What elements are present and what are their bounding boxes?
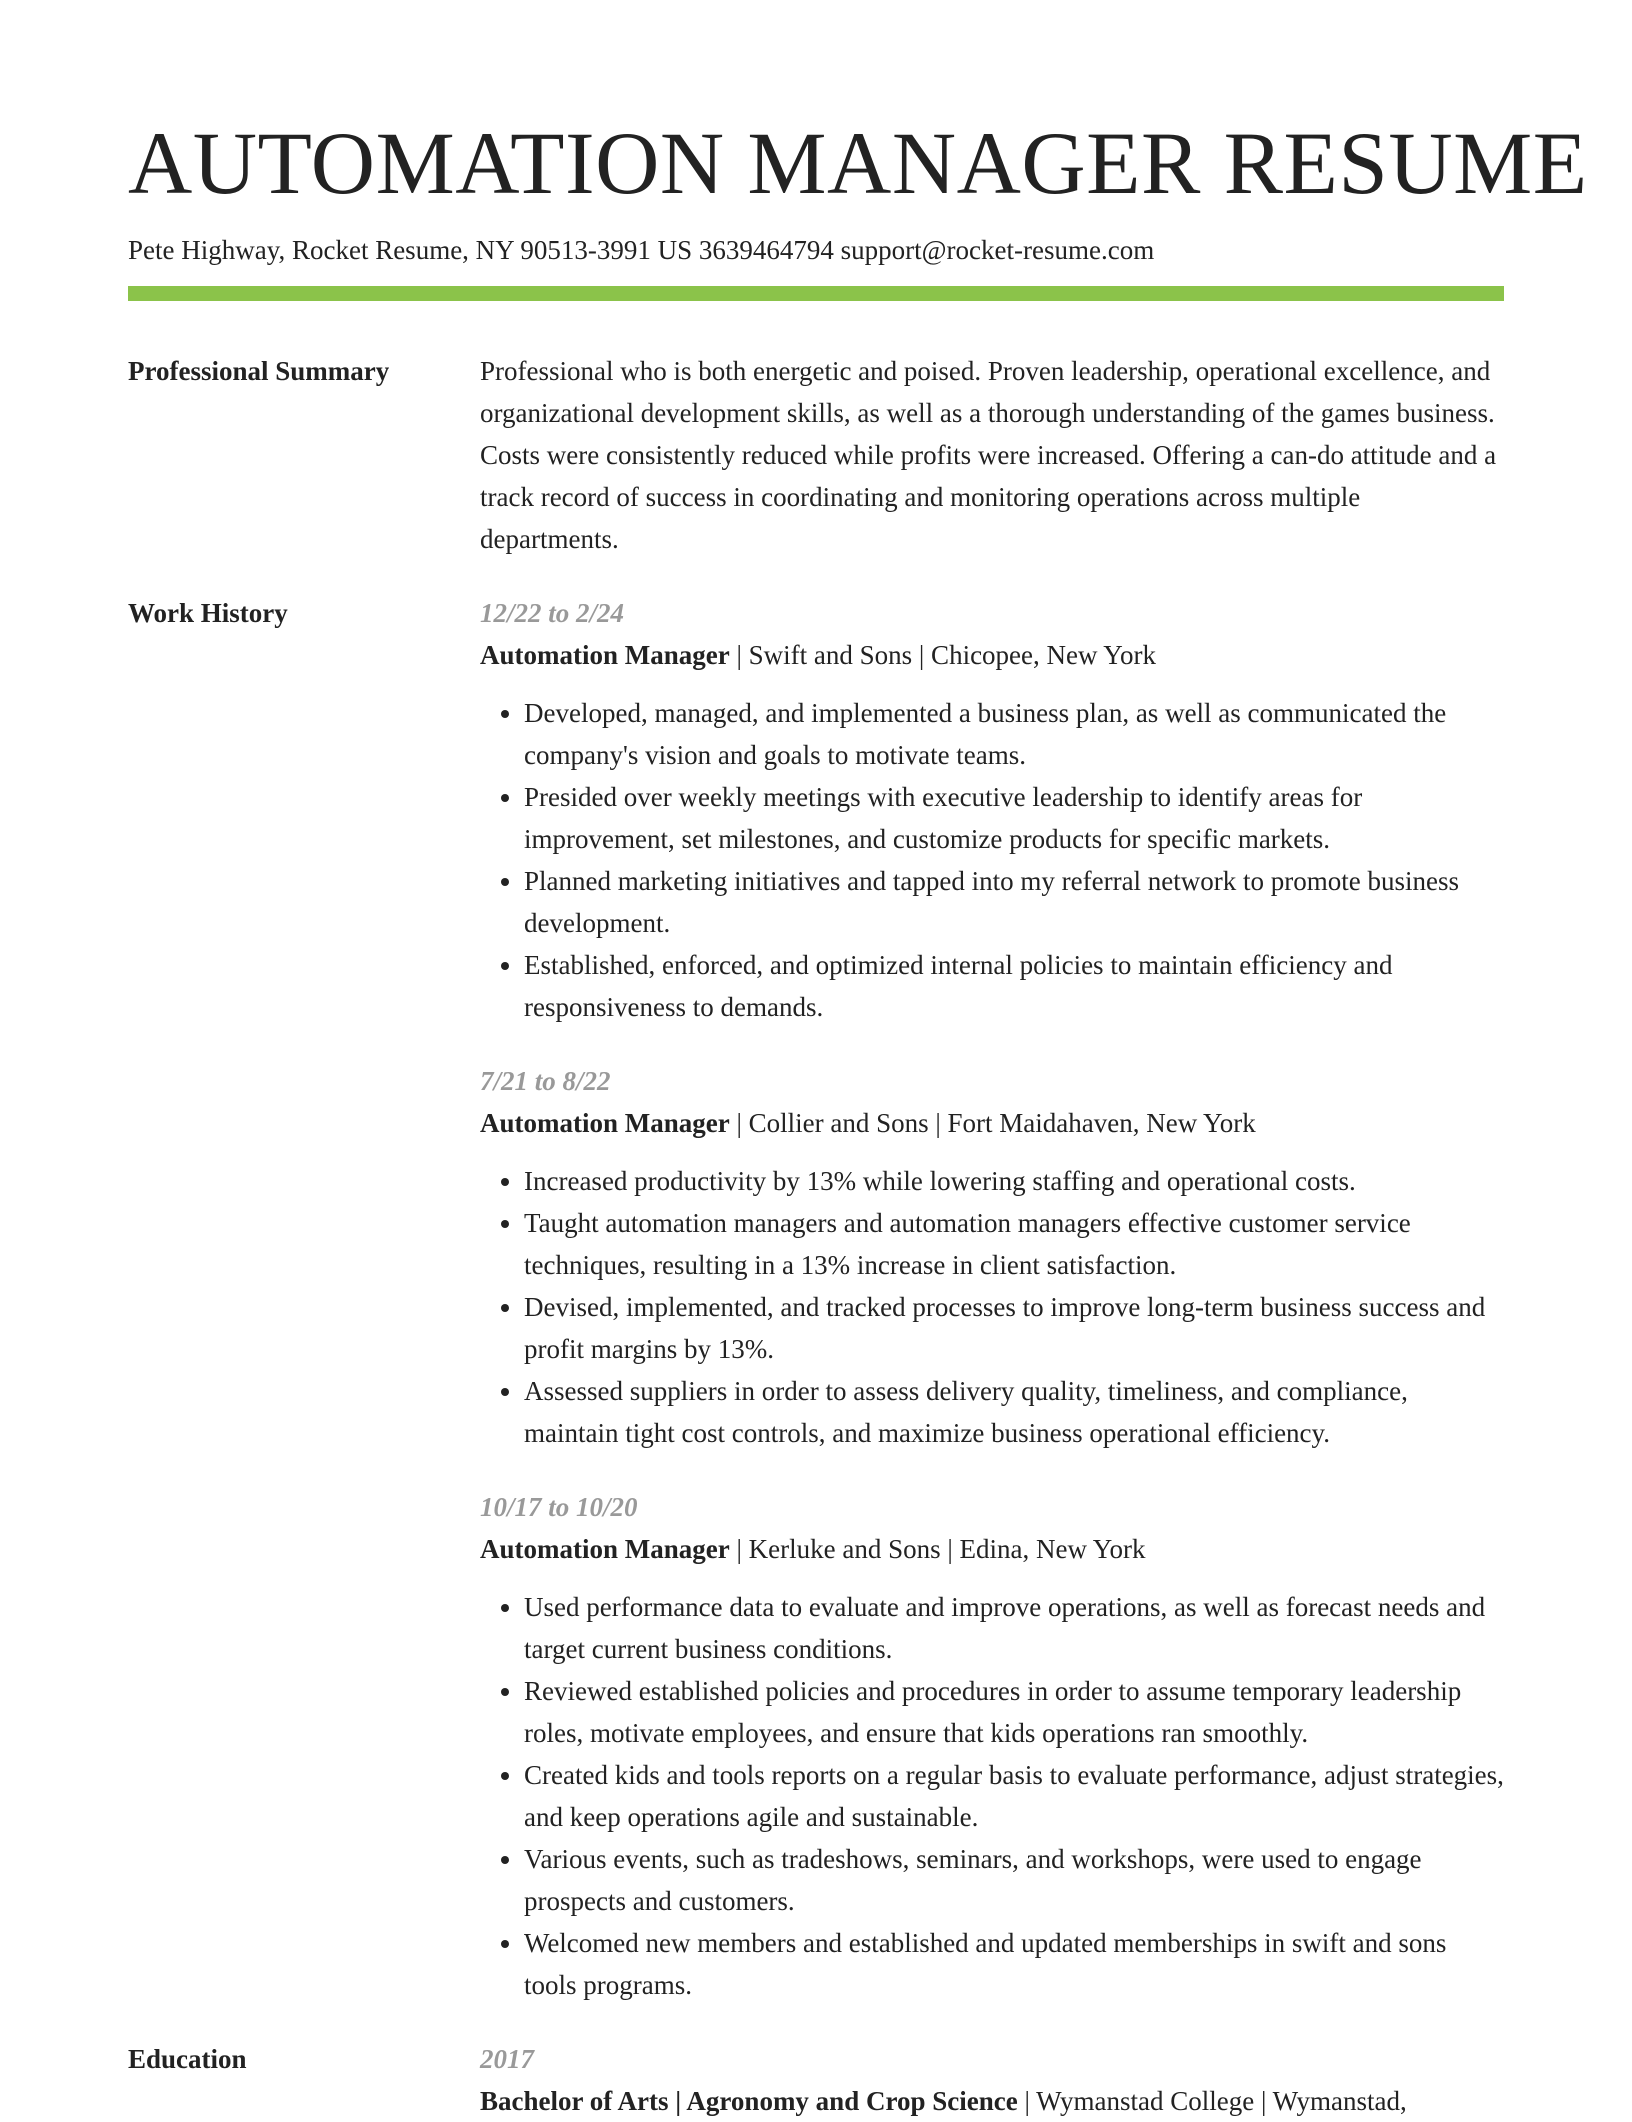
education-details: | Wymanstad College | Wymanstad,: [1017, 2086, 1407, 2116]
job-entry: [480, 592, 1504, 1028]
resume-title: AUTOMATION MANAGER RESUME: [128, 115, 1588, 213]
job-bullet: • Presided over weekly meetings with executive leadership to identify areas for improvement, set milestones, and customize products for specific markets.: [524, 776, 1504, 860]
job-title: Automation Manager: [480, 1534, 730, 1564]
work-history-body: [480, 592, 1504, 2038]
summary-label: Professional Summary: [128, 356, 390, 386]
education-heading: [480, 2080, 1504, 2122]
education-degree: Bachelor of Arts | Agronomy and Crop Science: [480, 2086, 1018, 2116]
header-divider: [128, 286, 1504, 301]
job-dates: 10/17 to 10/20: [480, 1492, 638, 1522]
job-entry: [480, 1486, 1504, 2006]
summary-text: Professional who is both energetic and poised. Proven leadership, operational excellence, and organizational development skills, as well as a thorough understanding of the games business. Costs were consistently reduced while profits were increased. Offering a can-do attitude and a track record of success in coordinating and monitoring operations across multiple departments.: [480, 356, 1497, 554]
job-bullets: [480, 1586, 1504, 2006]
job-bullet: • Welcomed new members and established and updated memberships in swift and sons tools programs.: [524, 1922, 1504, 2006]
education-body: [480, 2038, 1504, 2122]
job-details: | Swift and Sons | Chicopee, New York: [729, 640, 1157, 670]
job-bullet: • Established, enforced, and optimized internal policies to maintain efficiency and responsiveness to demands.: [524, 944, 1504, 1028]
job-heading: [480, 1528, 1504, 1570]
job-details: | Kerluke and Sons | Edina, New York: [729, 1534, 1146, 1564]
education-year: 2017: [480, 2044, 534, 2074]
work-history-label: Work History: [128, 598, 288, 628]
job-dates: 7/21 to 8/22: [480, 1066, 611, 1096]
job-bullet: • Reviewed established policies and procedures in order to assume temporary leadership roles, motivate employees, and ensure that kids operations ran smoothly.: [524, 1670, 1504, 1754]
job-bullet: • Devised, implemented, and tracked processes to improve long-term business success and profit margins by 13%.: [524, 1286, 1504, 1370]
job-dates: 12/22 to 2/24: [480, 598, 625, 628]
job-bullet: • Various events, such as tradeshows, seminars, and workshops, were used to engage prospects and customers.: [524, 1838, 1504, 1922]
job-heading: [480, 634, 1504, 676]
job-entry: [480, 1060, 1504, 1454]
job-bullets: [480, 692, 1504, 1028]
job-title: Automation Manager: [480, 640, 730, 670]
job-bullets: [480, 1160, 1504, 1454]
job-details: | Collier and Sons | Fort Maidahaven, New York: [729, 1108, 1256, 1138]
education-label: Education: [128, 2044, 247, 2074]
job-bullet: • Assessed suppliers in order to assess delivery quality, timeliness, and compliance, maintain tight cost controls, and maximize business operational efficiency.: [524, 1370, 1504, 1454]
job-heading: [480, 1102, 1504, 1144]
job-bullet: • Developed, managed, and implemented a business plan, as well as communicated the company's vision and goals to motivate teams.: [524, 692, 1504, 776]
job-bullet: • Increased productivity by 13% while lowering staffing and operational costs.: [524, 1160, 1504, 1202]
job-bullet: • Used performance data to evaluate and improve operations, as well as forecast needs and target current business conditions.: [524, 1586, 1504, 1670]
job-bullet: • Taught automation managers and automation managers effective customer service techniques, resulting in a 13% increase in client satisfaction.: [524, 1202, 1504, 1286]
job-bullet: • Planned marketing initiatives and tapped into my referral network to promote business development.: [524, 860, 1504, 944]
summary-body: [480, 350, 1504, 560]
job-title: Automation Manager: [480, 1108, 730, 1138]
contact-info: Pete Highway, Rocket Resume, NY 90513-3991 US 3639464794 support@rocket-resume.com: [128, 235, 1155, 265]
job-bullet: • Created kids and tools reports on a regular basis to evaluate performance, adjust strategies, and keep operations agile and sustainable.: [524, 1754, 1504, 1838]
